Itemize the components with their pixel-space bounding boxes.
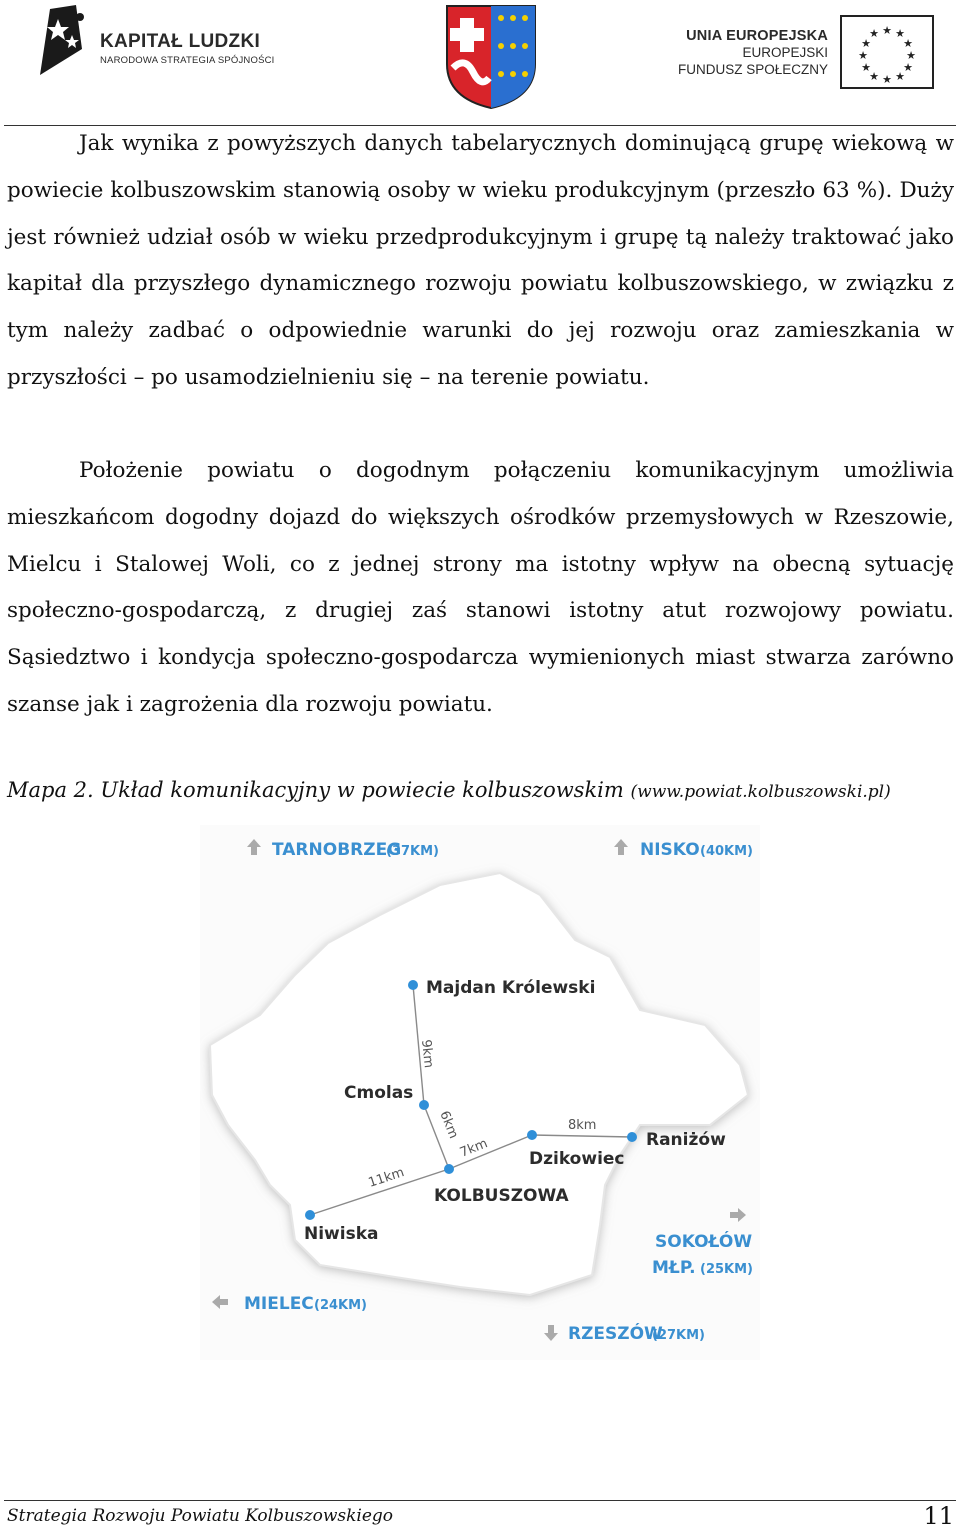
map-caption-source: (www.powiat.kolbuszowski.pl) xyxy=(630,782,891,802)
direction-tarnobrzeg: TARNOBRZEG xyxy=(272,840,402,860)
dot-ranizow xyxy=(627,1132,637,1142)
distance-11km: 11km xyxy=(366,1165,407,1191)
svg-text:★: ★ xyxy=(882,73,892,86)
town-majdan: Majdan Królewski xyxy=(426,978,596,998)
direction-sokolow-mlp: MŁP. xyxy=(652,1258,696,1278)
dot-cmolas xyxy=(419,1100,429,1110)
direction-tarnobrzeg-km: (37KM) xyxy=(386,844,439,859)
eu-logo-line3: FUNDUSZ SPOŁECZNY xyxy=(677,62,828,77)
direction-mielec-km: (24KM) xyxy=(314,1298,367,1313)
direction-rzeszow: RZESZÓW xyxy=(568,1324,663,1344)
transport-map xyxy=(200,825,760,1360)
direction-mielec: MIELEC xyxy=(244,1294,314,1314)
kapital-ludzki-emblem-icon xyxy=(36,5,96,77)
svg-text:★: ★ xyxy=(869,27,879,40)
direction-rzeszow-km: (27KM) xyxy=(652,1328,705,1343)
svg-text:★: ★ xyxy=(903,37,913,50)
distance-9km: 9km xyxy=(418,1038,436,1069)
town-niwiska: Niwiska xyxy=(304,1224,379,1244)
direction-sokolow-km: (25KM) xyxy=(700,1262,753,1277)
dot-majdan xyxy=(408,980,418,990)
kapital-ludzki-subtitle: NARODOWA STRATEGIA SPÓJNOŚCI xyxy=(100,55,275,66)
svg-text:★: ★ xyxy=(895,27,905,40)
coat-of-arms-icon xyxy=(443,2,539,110)
direction-nisko: NISKO xyxy=(640,840,700,860)
svg-text:★: ★ xyxy=(895,70,905,83)
svg-text:★: ★ xyxy=(903,61,913,74)
town-dzikowiec: Dzikowiec xyxy=(529,1149,625,1169)
eu-logo-line1: UNIA EUROPEJSKA xyxy=(686,28,828,44)
direction-sokolow: SOKOŁÓW xyxy=(655,1232,753,1252)
page-header xyxy=(0,0,960,118)
svg-text:★: ★ xyxy=(906,49,916,62)
svg-text:★: ★ xyxy=(861,61,871,74)
paragraph-2: Położenie powiatu o dogodnym połączeniu komunikacyjnym umożliwia mieszkańcom dogodny dojazd do większych ośrodków przemysłowych w Rzeszowie, Mielcu i Stalowej Woli, co z jednej strony ma istotny wpływ na obecną sytuację społeczno-gospodarczą, z drugiej zaś stanowi istotny atut rozwojowy powiatu. Sąsiedztwo i kondycja społeczno-gospodarcza wymienionych miast stwarza zarówno szanse jak i zagrożenia dla rozwoju powiatu. xyxy=(7,458,954,717)
distance-7km: 7km xyxy=(457,1136,490,1161)
town-ranizow: Raniżów xyxy=(646,1130,726,1150)
distance-8km: 8km xyxy=(568,1118,597,1133)
distance-6km: 6km xyxy=(436,1108,461,1141)
dot-kolbuszowa xyxy=(444,1164,454,1174)
svg-text:★: ★ xyxy=(858,49,868,62)
dot-niwiska xyxy=(305,1210,315,1220)
paragraph-1: Jak wynika z powyższych danych tabelarycznych dominującą grupę wiekową w powiecie kolbuszowskim stanowią osoby w wieku produkcyjnym (przeszło 63 %). Duży jest również udział osób w wieku przedprodukcyjnym i grupę tą należy traktować jako kapitał dla przyszłego dynamicznego rozwoju powiatu kolbuszowskiego, w związku z tym należy zadbać o odpowiednie warunki do jej rozwoju oraz zamieszkania w przyszłości – po usamodzielnieniu się – na terenie powiatu. xyxy=(7,131,954,390)
kapital-ludzki-logo xyxy=(36,5,276,80)
page-number: 11 xyxy=(923,1502,954,1530)
footer-divider xyxy=(4,1500,956,1501)
kapital-ludzki-title: KAPITAŁ LUDZKI xyxy=(100,31,261,52)
map-caption-title: Mapa 2. Układ komunikacyjny w powiecie kolbuszowskim xyxy=(7,778,624,802)
direction-nisko-km: (40KM) xyxy=(700,844,753,859)
svg-text:★: ★ xyxy=(882,24,892,37)
dot-dzikowiec xyxy=(527,1130,537,1140)
paragraph-1-block xyxy=(7,121,954,402)
town-kolbuszowa: KOLBUSZOWA xyxy=(434,1186,569,1206)
eu-logo-line2: EUROPEJSKI xyxy=(742,45,828,60)
footer-title: Strategia Rozwoju Powiatu Kolbuszowskiego xyxy=(7,1506,394,1526)
eu-flag-icon xyxy=(840,15,934,89)
map-caption xyxy=(7,778,891,802)
svg-text:★: ★ xyxy=(869,70,879,83)
svg-text:★: ★ xyxy=(861,37,871,50)
eu-logo-text xyxy=(678,28,828,78)
paragraph-2-block xyxy=(7,448,954,729)
town-cmolas: Cmolas xyxy=(344,1083,414,1103)
